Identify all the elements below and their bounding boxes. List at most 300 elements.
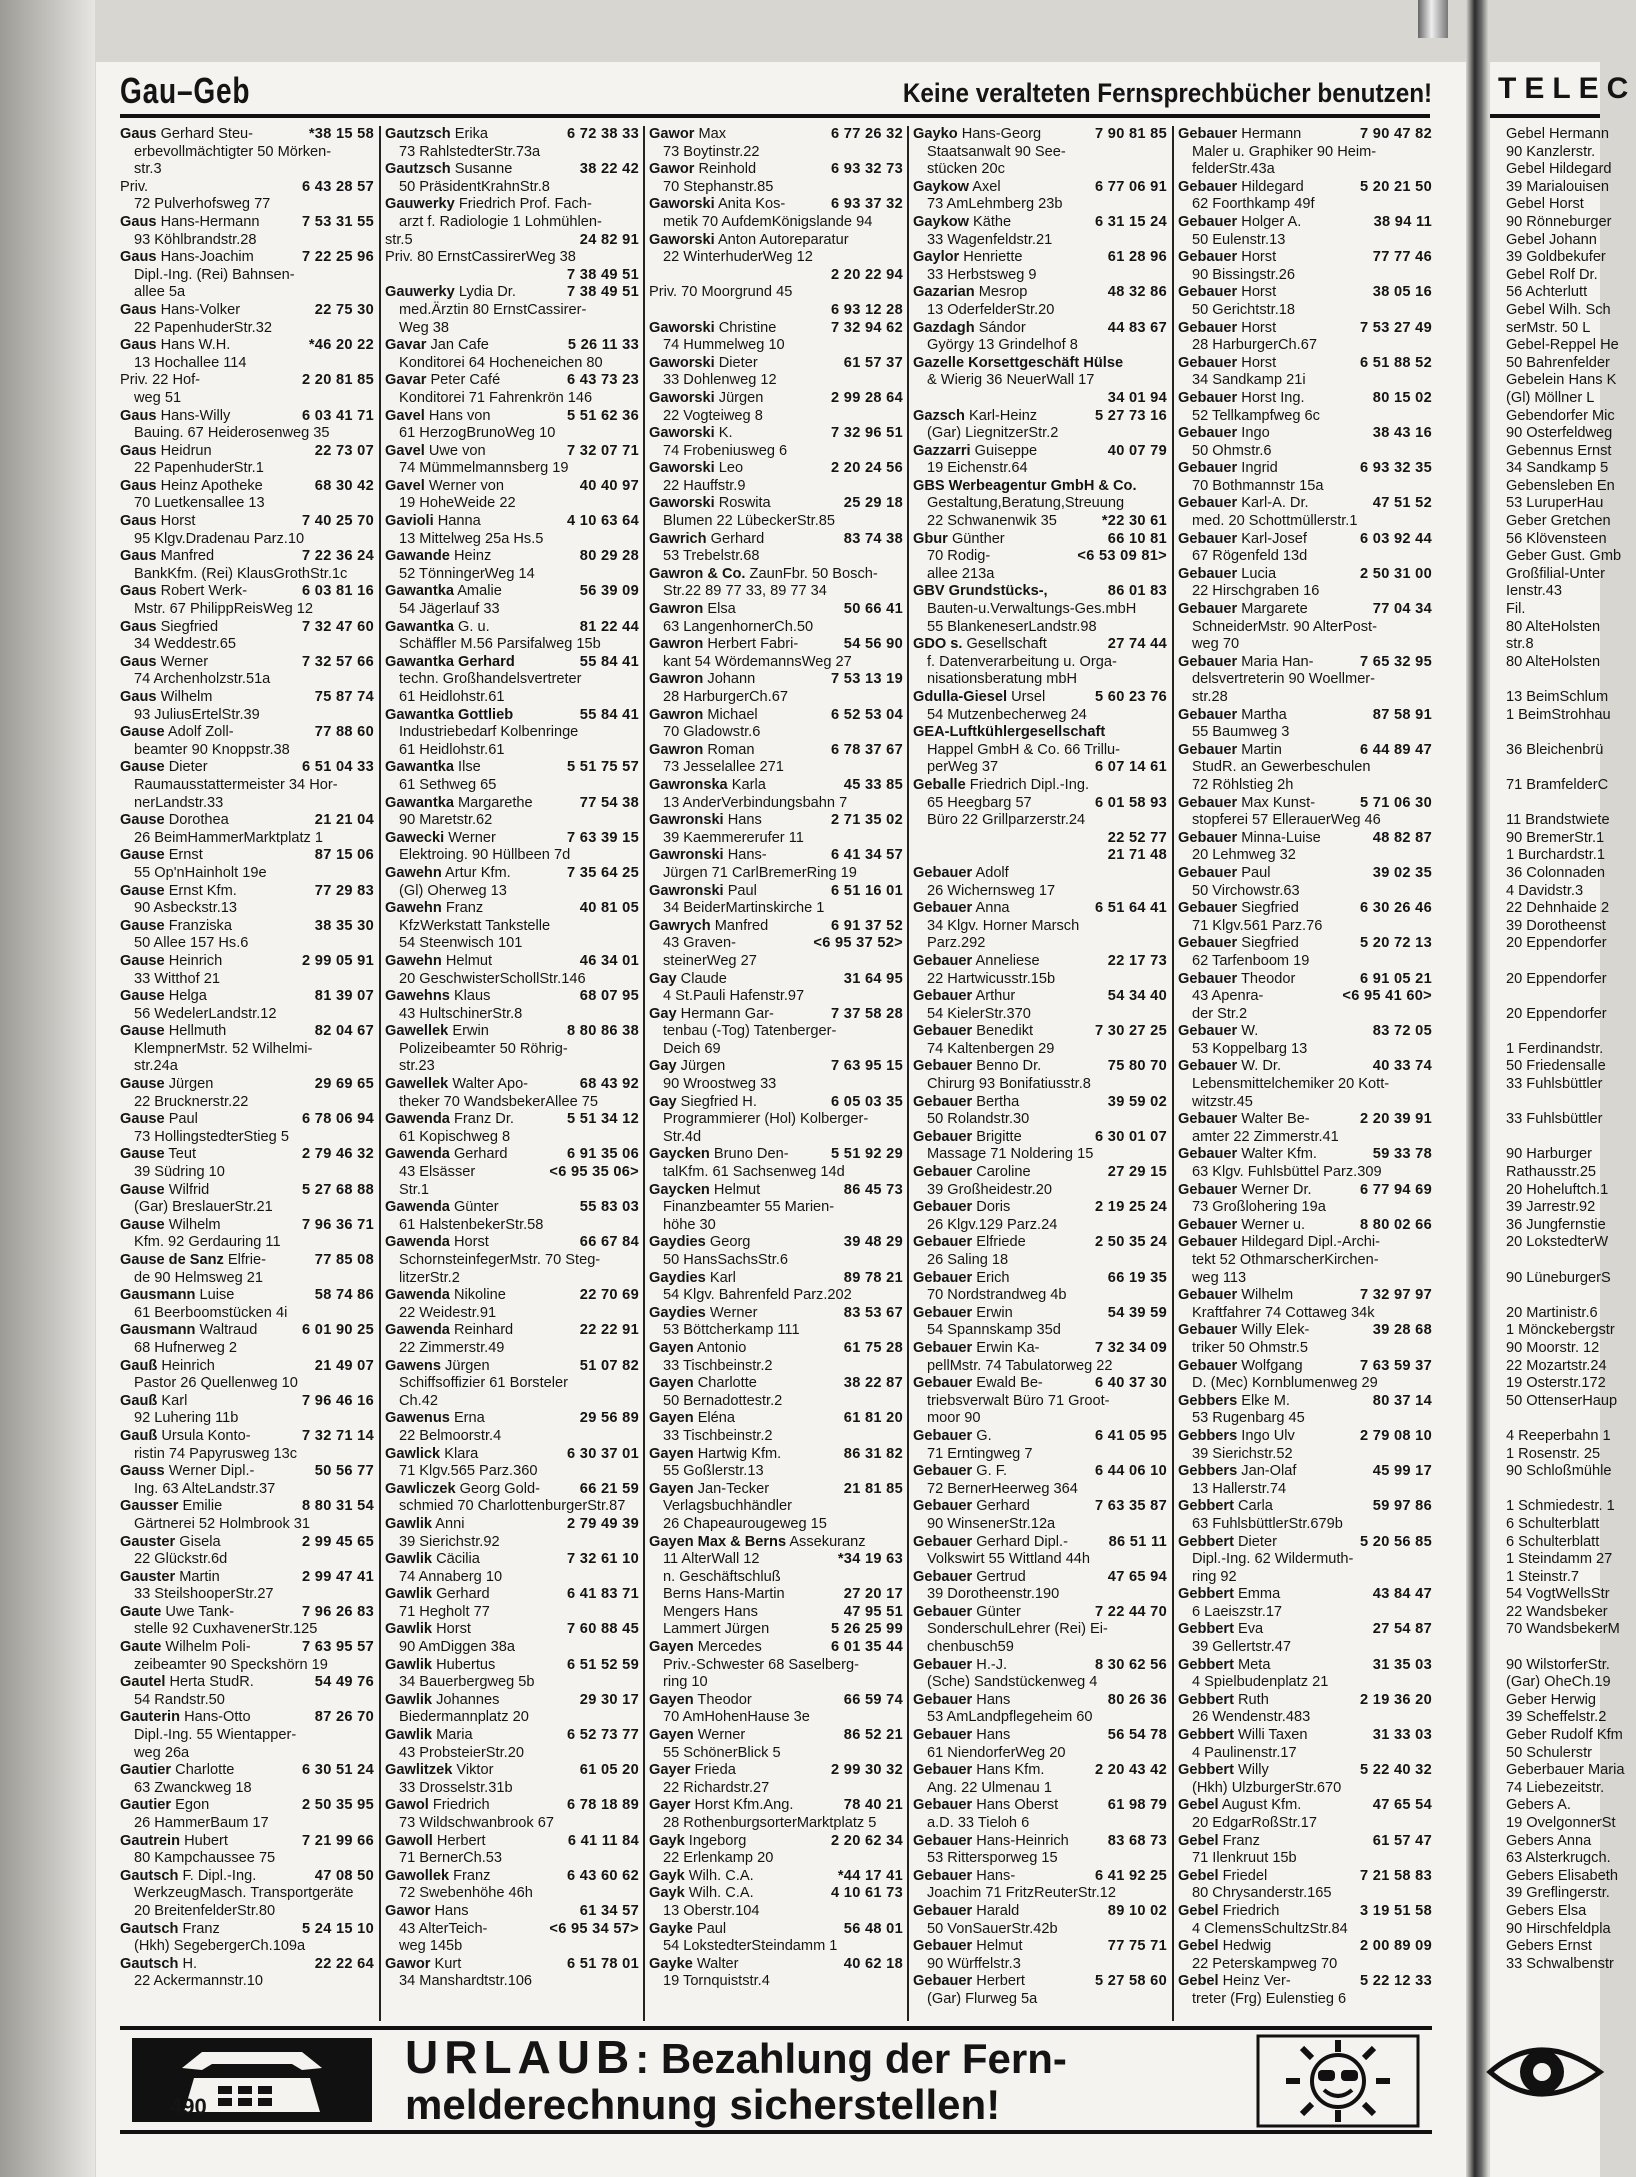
- listing-detail: Konditorei 64 Hocheneichen 80: [399, 354, 603, 371]
- listing-name: [649, 847, 825, 865]
- listing-detail: 80 Chrysanderstr.165: [1192, 1885, 1332, 1902]
- listing-detail: 39 Dorotheenstr.190: [927, 1586, 1060, 1603]
- surname: Gaute: [120, 1639, 162, 1656]
- given-name: Heinz Ver-: [1222, 1973, 1291, 1990]
- listing-continuation: [120, 601, 374, 619]
- surname: Gebauer: [1178, 495, 1238, 512]
- listing-name: [1178, 1111, 1354, 1129]
- listing-continuation: [649, 619, 903, 637]
- surname: Gause: [120, 1076, 165, 1093]
- listing-name: [913, 1569, 1102, 1587]
- adjacent-page-line: Geber Herwig: [1506, 1691, 1597, 1708]
- phone-number: 5 22 40 32: [1360, 1762, 1432, 1779]
- listing-name: [120, 1146, 296, 1164]
- phone-number: 7 21 58 83: [1360, 1867, 1432, 1884]
- listing-detail: theker 70 WandsbekerAllee 75: [399, 1093, 599, 1110]
- phone-number: 7 90 81 85: [1095, 126, 1167, 142]
- listing-detail: 90 Asbeckstr.13: [134, 900, 238, 917]
- listing-name: [913, 478, 1161, 496]
- column-divider: [1172, 126, 1174, 2021]
- given-name: Wilh. C.A.: [688, 1867, 754, 1884]
- surname: Gebauer: [913, 1498, 973, 1515]
- phone-number: 46 34 01: [579, 952, 639, 969]
- listing-entry: [1178, 1797, 1432, 1815]
- listing-detail: 22 Peterskampweg 70: [1192, 1955, 1338, 1972]
- given-name: Helmut: [713, 1181, 761, 1198]
- adjacent-page-line: 1 BeimStrohhau: [1506, 706, 1611, 723]
- listing-name: [1178, 179, 1354, 197]
- listing-entry: [385, 759, 639, 777]
- surname: Gebauer: [1178, 213, 1238, 230]
- adjacent-page-line: 50 OttenserHaup: [1506, 1392, 1618, 1409]
- listing-name: [649, 1094, 825, 1112]
- listing-name: [649, 1305, 838, 1323]
- phone-number: 5 71 06 30: [1360, 794, 1432, 811]
- surname: Gaydies: [649, 1234, 706, 1251]
- given-name: Anton Autoreparatur: [717, 231, 849, 248]
- listing-name: [649, 777, 838, 795]
- phone-number: 2 00 89 09: [1360, 1938, 1432, 1955]
- listing-detail: delsvertreterin 90 Woellmer-: [1192, 671, 1376, 688]
- listing-detail: Dipl.-Ing. 55 Wientapper-: [134, 1727, 297, 1744]
- phone-number: 7 35 64 25: [567, 864, 639, 881]
- surname: Gaworski: [649, 495, 715, 512]
- surname: Gaydies: [649, 1269, 706, 1286]
- phone-number: 40 81 05: [579, 900, 639, 917]
- phone-number: 2 20 39 91: [1360, 1111, 1432, 1128]
- listing-continuation: [1178, 671, 1432, 689]
- given-name: Anni: [435, 1515, 465, 1532]
- listing-entry: [913, 1340, 1167, 1358]
- given-name: Viktor: [456, 1762, 494, 1779]
- given-name: Erna: [453, 1410, 485, 1427]
- listing-name: [385, 1657, 561, 1675]
- phone-number: 7 63 39 15: [567, 829, 639, 846]
- given-name: Michael: [707, 706, 758, 723]
- surname: Gebel: [1178, 1832, 1219, 1849]
- listing-detail: weg 145b: [399, 1938, 463, 1955]
- listing-entry: [1178, 425, 1432, 443]
- surname: Gause: [120, 1111, 165, 1128]
- listing-detail: 19 HoheWeide 22: [399, 495, 516, 512]
- listing-entry: [649, 566, 903, 584]
- listing-entry: [913, 320, 1167, 338]
- listing-detail: Kraftfahrer 74 Cottaweg 34k: [1192, 1304, 1375, 1321]
- phone-number: 6 93 37 32: [831, 196, 903, 213]
- listing-continuation: [1178, 1129, 1432, 1147]
- column-divider: [379, 126, 381, 2021]
- adjacent-page-line: 36 Colonnaden: [1506, 864, 1605, 881]
- listing-column-2: [385, 126, 639, 2021]
- listing-continuation: [120, 1199, 374, 1217]
- surname: Gebauer: [913, 1727, 973, 1744]
- listing-name: [120, 1674, 309, 1692]
- listing-name: [385, 1322, 574, 1340]
- listing-continuation: [649, 988, 903, 1006]
- listing-continuation: [1178, 372, 1432, 390]
- given-name: Hans Kfm.: [976, 1762, 1045, 1779]
- listing-entry: [1178, 249, 1432, 267]
- advert-text: [405, 2031, 1185, 2128]
- surname: Gause: [120, 882, 165, 899]
- given-name: Priv.: [120, 178, 149, 195]
- listing-continuation: [385, 1217, 639, 1235]
- surname: Gawehn: [385, 864, 442, 881]
- given-name: H.: [182, 1955, 198, 1972]
- phone-number: 6 77 06 91: [1095, 178, 1167, 195]
- surname: Gebauer: [1178, 389, 1238, 406]
- phone-number: 2 20 22 94: [831, 266, 903, 283]
- given-name: Ruth: [1238, 1691, 1269, 1708]
- phone-number: 58 74 86: [314, 1287, 374, 1304]
- surname: Gebauer: [913, 1938, 973, 1955]
- listing-detail: 54 Klgv. Bahrenfeld Parz.202: [663, 1287, 852, 1304]
- phone-number: 22 22 64: [314, 1955, 374, 1972]
- surname: Gawantka: [385, 618, 454, 635]
- listing-detail: Parz.292: [927, 935, 986, 952]
- phone-number: 22 70 69: [579, 1287, 639, 1304]
- phone-number: 7 32 71 14: [302, 1427, 374, 1444]
- listing-name: [649, 1481, 838, 1499]
- adjacent-page-line: 6 Schulterblatt: [1506, 1533, 1600, 1550]
- phone-number: 77 29 83: [314, 882, 374, 899]
- listing-name: [120, 1709, 309, 1727]
- given-name: Frieda: [694, 1762, 736, 1779]
- listing-continuation: [913, 759, 1167, 777]
- listing-detail: schmied 70 CharlottenburgerStr.87: [399, 1498, 626, 1515]
- phone-number: <6 95 35 06>: [549, 1164, 639, 1181]
- listing-name: [385, 1146, 561, 1164]
- listing-detail: Finanzbeamter 55 Marien-: [663, 1199, 835, 1216]
- given-name: Ilse: [458, 759, 481, 776]
- phone-number: 83 68 73: [1107, 1832, 1167, 1849]
- listing-continuation: [120, 1410, 374, 1428]
- phone-number: 66 10 81: [1107, 530, 1167, 547]
- listing-continuation: [649, 1850, 903, 1868]
- listing-continuation: [385, 214, 639, 232]
- listing-detail: ristin 74 Papyrusweg 13c: [134, 1445, 298, 1462]
- listing-entry: [385, 1692, 639, 1710]
- surname: Gebbers: [1178, 1427, 1238, 1444]
- listing-detail: 26 BeimHammerMarktplatz 1: [134, 829, 323, 846]
- phone-number: 38 22 87: [843, 1375, 903, 1392]
- listing-continuation: [1178, 812, 1432, 830]
- listing-name: [1178, 1146, 1367, 1164]
- listing-entry: [913, 1868, 1167, 1886]
- phone-number: 29 56 89: [579, 1410, 639, 1427]
- listing-continuation: [120, 1305, 374, 1323]
- given-name: Harald: [976, 1902, 1020, 1919]
- phone-number: 7 32 07 71: [567, 442, 639, 459]
- listing-entry: [913, 1199, 1167, 1217]
- listing-name: [385, 1762, 574, 1780]
- listing-name: [120, 1534, 296, 1552]
- adjacent-page-line: 56 Achterlutt: [1506, 284, 1588, 301]
- listing-name: [649, 320, 825, 338]
- adjacent-page-line: 34 Sandkamp 5: [1506, 460, 1609, 477]
- phone-number: 31 35 03: [1372, 1656, 1432, 1673]
- listing-name: [120, 1498, 296, 1516]
- listing-entry: [385, 267, 639, 285]
- surname: Gebauer: [1178, 1287, 1238, 1304]
- given-name: Heidrun: [160, 442, 212, 459]
- listing-entry: [120, 1639, 374, 1657]
- listing-continuation: [1178, 1815, 1432, 1833]
- listing-entry: [120, 513, 374, 531]
- adjacent-page-line: str.8: [1506, 636, 1534, 653]
- listing-detail: 73 HollingstedterStieg 5: [134, 1128, 289, 1145]
- listing-continuation: [649, 1463, 903, 1481]
- listing-name: [913, 249, 1102, 267]
- listing-entry: [120, 1111, 374, 1129]
- listing-detail: Polizeibeamter 50 Röhrig-: [399, 1040, 568, 1057]
- surname: Gbur: [913, 530, 948, 547]
- listing-name: [913, 1375, 1089, 1393]
- phone-number: 6 31 15 24: [1095, 213, 1167, 230]
- listing-continuation: [120, 284, 374, 302]
- listing-continuation: [649, 408, 903, 426]
- listing-continuation: [120, 777, 374, 795]
- phone-number: 2 20 43 42: [1095, 1762, 1167, 1779]
- listing-entry: [1178, 1692, 1432, 1710]
- listing-name: [385, 196, 633, 214]
- surname: Gawantka Gerhard: [385, 653, 515, 670]
- surname: Gay: [649, 1058, 677, 1075]
- given-name: Karl: [161, 1392, 188, 1409]
- listing-name: [1178, 1463, 1367, 1481]
- listing-continuation: [1178, 1780, 1432, 1798]
- listing-entry: [913, 1428, 1167, 1446]
- surname: Gayen: [649, 1691, 694, 1708]
- given-name: Hans-: [727, 847, 767, 864]
- listing-detail: Mengers Hans: [663, 1603, 758, 1620]
- phone-number: 2 99 05 91: [302, 952, 374, 969]
- listing-continuation: [913, 1481, 1167, 1499]
- listing-continuation: [913, 232, 1167, 250]
- given-name: Käthe: [973, 213, 1012, 230]
- adjacent-page-line: 39 Jarrestr.92: [1506, 1199, 1596, 1216]
- listing-name: [649, 1534, 897, 1552]
- phone-number: 45 99 17: [1372, 1463, 1432, 1480]
- phone-number: 66 21 59: [579, 1480, 639, 1497]
- listing-name: [913, 1604, 1089, 1622]
- listing-entry: [1178, 935, 1432, 953]
- listing-entry: [1178, 865, 1432, 883]
- listing-continuation: [385, 1745, 639, 1763]
- phone-number: 80 26 36: [1107, 1691, 1167, 1708]
- adjacent-page-line: 39 Scheffelstr.2: [1506, 1709, 1607, 1726]
- given-name: Elke M.: [1241, 1392, 1290, 1409]
- listing-continuation: [913, 1709, 1167, 1727]
- phone-number: 68 43 92: [579, 1076, 639, 1093]
- listing-name: [913, 1534, 1103, 1552]
- listing-continuation: [1178, 1270, 1432, 1288]
- listing-name: [649, 812, 825, 830]
- adjacent-page: [1490, 62, 1636, 2177]
- listing-entry: [913, 179, 1167, 197]
- given-name: Hedwig: [1222, 1938, 1272, 1955]
- listing-detail: 22 Hauffstr.9: [663, 477, 746, 494]
- listing-detail: Kfm. 92 Gerdauring 11: [134, 1234, 281, 1251]
- listing-continuation: [120, 196, 374, 214]
- listing-name: [649, 1375, 838, 1393]
- listing-name: [120, 1639, 296, 1657]
- phone-number: 24 82 91: [579, 231, 639, 248]
- listing-detail: 70 Stephanstr.85: [663, 178, 774, 195]
- listing-continuation: [649, 1287, 903, 1305]
- listing-continuation: [649, 759, 903, 777]
- listing-continuation: [385, 425, 639, 443]
- surname: Gayen: [649, 1339, 694, 1356]
- given-name: Horst: [1241, 354, 1277, 371]
- listing-detail: 53 Böttcherkamp 111: [663, 1322, 800, 1339]
- listing-name: [1178, 126, 1354, 144]
- listing-name: [120, 1762, 296, 1780]
- listing-continuation: [385, 531, 639, 549]
- given-name: Günter: [453, 1199, 499, 1216]
- given-name: Max: [698, 126, 727, 142]
- listing-detail: 73 Jesselallee 271: [663, 759, 784, 776]
- listing-entry: [385, 443, 639, 461]
- listing-entry: [120, 1252, 374, 1270]
- given-name: Bruno Den-: [713, 1146, 789, 1163]
- listing-name: [1178, 1498, 1367, 1516]
- listing-detail: 22 Richardstr.27: [663, 1779, 770, 1796]
- listing-detail: 43 AlterTeich-: [399, 1920, 488, 1937]
- listing-continuation: [120, 1780, 374, 1798]
- phone-number: 7 38 49 51: [567, 284, 639, 301]
- listing-entry: [649, 636, 903, 654]
- surname: Gawlik: [385, 1515, 433, 1532]
- listing-name: [385, 1956, 561, 1974]
- surname: Gawellek: [385, 1023, 449, 1040]
- listing-detail: weg 113: [1192, 1269, 1247, 1286]
- listing-continuation: [649, 1076, 903, 1094]
- listing-continuation: [120, 1375, 374, 1393]
- listing-continuation: [385, 636, 639, 654]
- listing-entry: [385, 1956, 639, 1974]
- surname: Gebauer: [913, 1691, 973, 1708]
- adjacent-page-line: 90 WilstorferStr.: [1506, 1656, 1610, 1673]
- given-name: Franz: [453, 1867, 491, 1884]
- listing-name: [1178, 971, 1354, 989]
- listing-detail: 70 Gladowstr.6: [663, 724, 761, 741]
- listing-continuation: [120, 1692, 374, 1710]
- listing-name: [913, 1305, 1102, 1323]
- listing-continuation: [913, 1956, 1167, 1974]
- listing-detail: steinerWeg 27: [663, 952, 757, 969]
- given-name: Eva: [1238, 1621, 1264, 1638]
- phone-number: 5 26 11 33: [567, 337, 639, 354]
- listing-entry: [385, 408, 639, 426]
- listing-entry: [913, 1657, 1167, 1675]
- surname: Gauss: [120, 1463, 165, 1480]
- given-name: Max Kunst-: [1241, 794, 1316, 811]
- phone-number: 86 52 21: [843, 1727, 903, 1744]
- listing-entry: [913, 724, 1167, 742]
- listing-continuation: [1178, 689, 1432, 707]
- listing-name: [385, 1516, 561, 1534]
- listing-detail: KfzWerkstatt Tankstelle: [399, 917, 551, 934]
- listing-entry: [120, 724, 374, 742]
- phone-number: 6 41 34 57: [831, 847, 903, 864]
- listing-continuation: [913, 372, 1167, 390]
- listing-entry: [1178, 1358, 1432, 1376]
- listing-continuation: [1178, 1410, 1432, 1428]
- listing-continuation: [385, 1815, 639, 1833]
- surname: Gebauer: [1178, 864, 1238, 881]
- listing-name: [120, 478, 309, 496]
- listing-name: [385, 1358, 574, 1376]
- listing-name: [385, 619, 574, 637]
- given-name: Werner: [160, 653, 209, 670]
- listing-detail: 33 Witthof 21: [134, 970, 220, 987]
- listing-continuation: [385, 1094, 639, 1112]
- surname: Gawronski: [649, 847, 724, 864]
- phone-number: 54 39 59: [1107, 1304, 1167, 1321]
- surname: Gaus: [120, 477, 157, 494]
- listing-entry: [649, 1885, 903, 1903]
- surname: Gaycken: [649, 1181, 710, 1198]
- surname: Gayer: [649, 1797, 691, 1814]
- adjacent-page-line: 20 Hoheluftch.1: [1506, 1181, 1609, 1198]
- listing-entry: [385, 1234, 639, 1252]
- listing-entry: [913, 390, 1167, 408]
- given-name: Margarethe: [458, 794, 533, 811]
- listing-name: [1178, 865, 1367, 883]
- phone-number: 87 15 06: [314, 847, 374, 864]
- phone-number: 2 79 08 10: [1360, 1427, 1432, 1444]
- surname: Gayke: [649, 1955, 693, 1972]
- listing-continuation: [1178, 724, 1432, 742]
- surname: Gawenus: [385, 1410, 450, 1427]
- listing-detail: Elektroing. 90 Hüllbeen 7d: [399, 847, 571, 864]
- listing-entry: [385, 548, 639, 566]
- phone-number: 48 32 86: [1107, 284, 1167, 301]
- given-name: Arthur: [975, 988, 1016, 1005]
- listing-detail: SchneiderMstr. 90 AlterPost-: [1192, 618, 1377, 635]
- given-name: Charlotte: [697, 1375, 757, 1392]
- adjacent-page-line: 6 Schulterblatt: [1506, 1515, 1600, 1532]
- listing-continuation: [649, 372, 903, 390]
- phone-number: 61 98 79: [1107, 1797, 1167, 1814]
- phone-number: 5 20 21 50: [1360, 178, 1432, 195]
- listing-continuation: [1178, 883, 1432, 901]
- adjacent-page-line: 36 Jungfernstie: [1506, 1216, 1606, 1233]
- surname: Gautel: [120, 1674, 166, 1691]
- listing-entry: [913, 531, 1167, 549]
- surname: Gawlik: [385, 1621, 433, 1638]
- phone-number: 2 71 35 02: [831, 812, 903, 829]
- listing-continuation: [120, 1058, 374, 1076]
- listing-detail: Ing. 63 AlteLandstr.37: [134, 1480, 276, 1497]
- listing-entry: [649, 1833, 903, 1851]
- listing-entry: [913, 1762, 1167, 1780]
- given-name: Hanna: [437, 513, 481, 530]
- listing-detail: Schäffler M.56 Parsifalweg 15b: [399, 636, 601, 653]
- surname: Gazdagh: [913, 319, 975, 336]
- surname: Gebauer: [1178, 706, 1238, 723]
- listing-continuation: [913, 1252, 1167, 1270]
- surname: Gavel: [385, 407, 425, 424]
- listing-name: [649, 1410, 838, 1428]
- listing-detail: med.Ärztin 80 ErnstCassirer-: [399, 301, 587, 318]
- listing-detail: der Str.2: [1192, 1005, 1248, 1022]
- given-name: Priv. 70 Moorgrund 45: [649, 284, 793, 301]
- phone-number: 6 30 37 01: [567, 1445, 639, 1462]
- listing-columns: [120, 126, 1432, 2021]
- phone-number: 31 33 03: [1372, 1727, 1432, 1744]
